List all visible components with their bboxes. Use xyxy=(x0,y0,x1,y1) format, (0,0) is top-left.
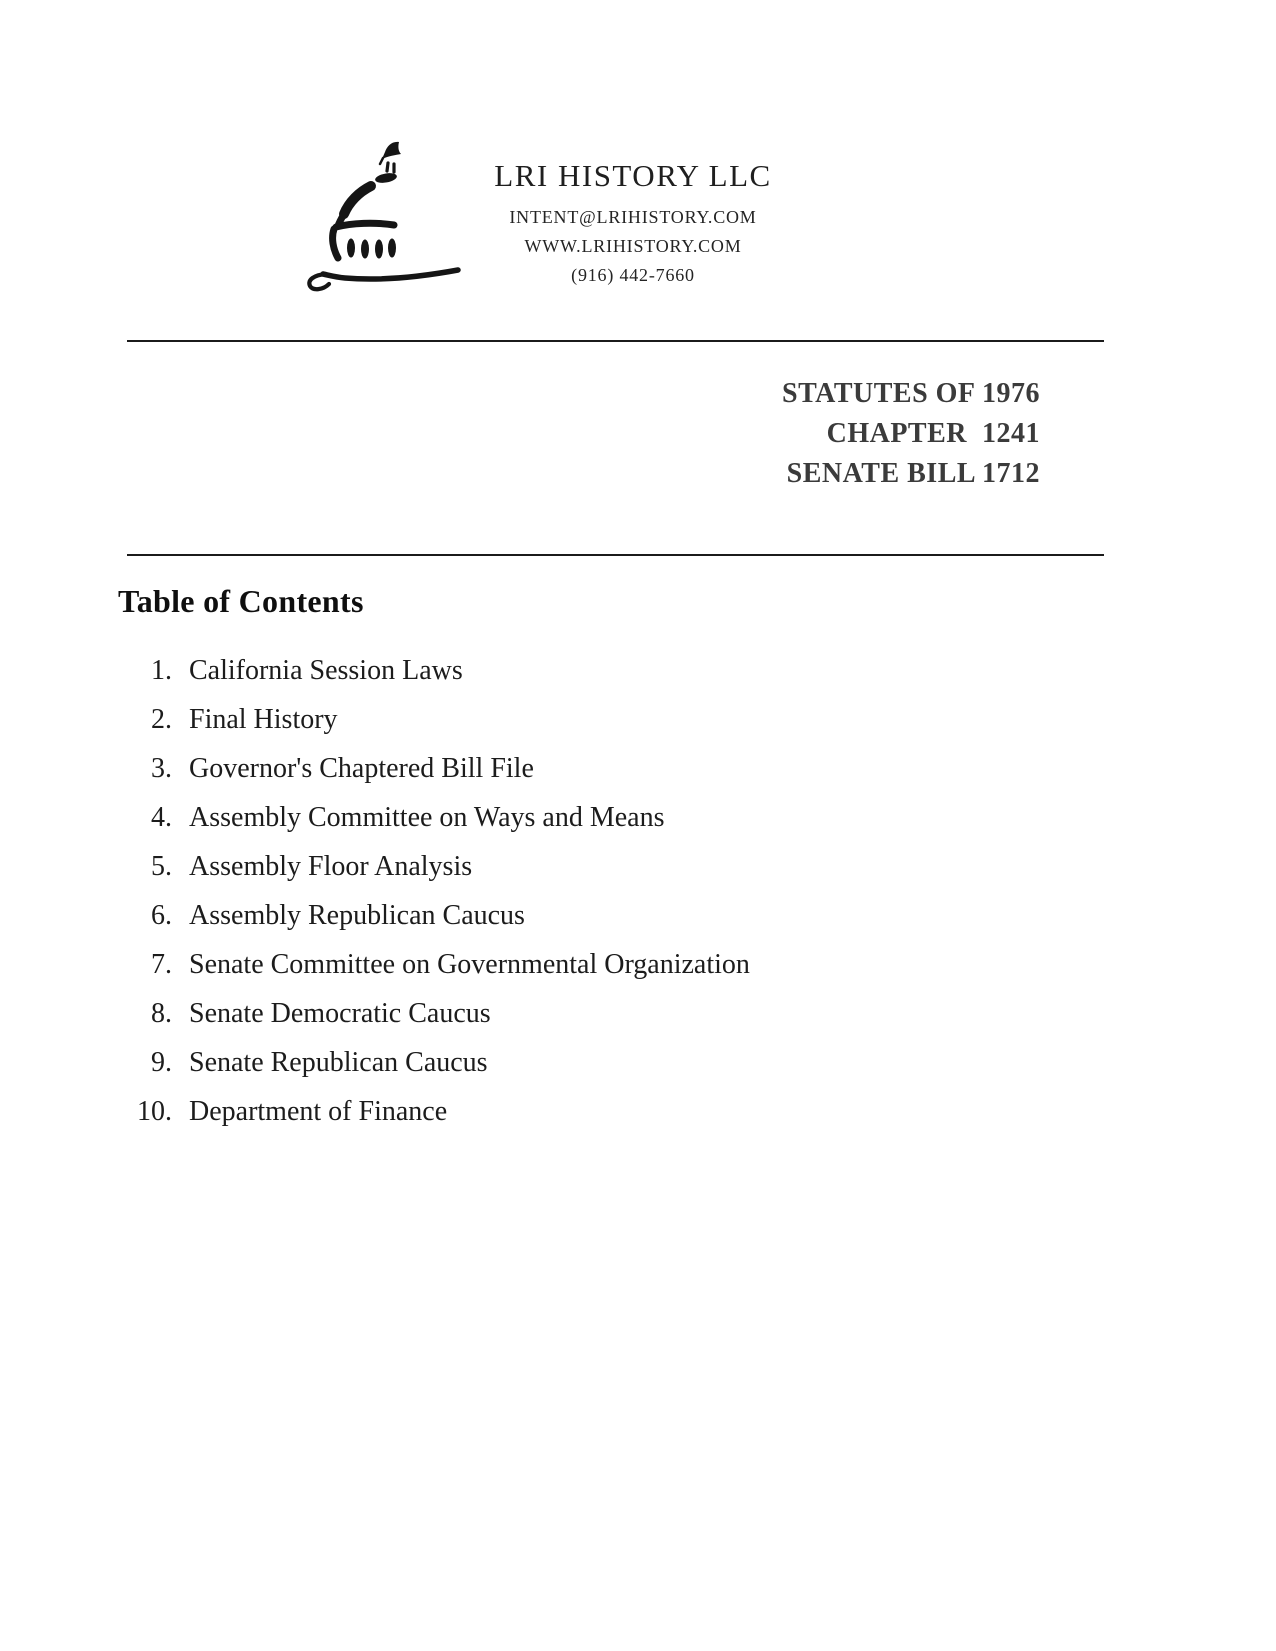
divider-bottom xyxy=(127,554,1104,556)
bill-reference-block xyxy=(782,374,1040,494)
toc-item-number: 1. xyxy=(151,655,172,686)
toc-item xyxy=(0,705,1000,735)
toc-item-number: 5. xyxy=(151,851,172,882)
toc-item-label: Senate Committee on Governmental Organization xyxy=(189,949,750,980)
toc-item xyxy=(0,950,1000,980)
toc-item-label: Department of Finance xyxy=(189,1096,448,1127)
toc-item xyxy=(0,754,1000,784)
company-name: LRI HISTORY LLC xyxy=(494,158,772,193)
toc-item-label: Senate Republican Caucus xyxy=(189,1047,488,1078)
website-text: WWW.LRIHISTORY.COM xyxy=(524,236,742,256)
toc-list xyxy=(0,656,1000,1146)
toc-item xyxy=(0,803,1000,833)
email-text: INTENT@LRIHISTORY.COM xyxy=(509,207,757,227)
divider-top xyxy=(127,340,1104,342)
letterhead xyxy=(450,157,816,290)
toc-heading: Table of Contents xyxy=(118,583,364,619)
toc-item-label: Final History xyxy=(189,704,338,735)
toc-item-number: 9. xyxy=(151,1047,172,1078)
statutes-line: STATUTES OF 1976 xyxy=(782,378,1040,409)
toc-item xyxy=(0,1097,1000,1127)
toc-item-label: Assembly Floor Analysis xyxy=(189,851,473,882)
capitol-dome-logo-icon xyxy=(290,125,470,295)
toc-item-label: Governor's Chaptered Bill File xyxy=(189,753,534,784)
toc-item xyxy=(0,901,1000,931)
toc-item-number: 10. xyxy=(137,1096,172,1127)
toc-item-label: Assembly Committee on Ways and Means xyxy=(189,802,665,833)
toc-item-number: 7. xyxy=(151,949,172,980)
toc-item-label: California Session Laws xyxy=(189,655,463,686)
toc-item xyxy=(0,1048,1000,1078)
toc-item-number: 8. xyxy=(151,998,172,1029)
toc-item-label: Senate Democratic Caucus xyxy=(189,998,491,1029)
chapter-line: CHAPTER 1241 xyxy=(826,418,1040,449)
toc-item xyxy=(0,656,1000,686)
toc-item-number: 4. xyxy=(151,802,172,833)
toc-item-label: Assembly Republican Caucus xyxy=(189,900,525,931)
toc-item xyxy=(0,999,1000,1029)
senate-bill-line: SENATE BILL 1712 xyxy=(786,458,1040,489)
toc-item-number: 3. xyxy=(151,753,172,784)
toc-item-number: 2. xyxy=(151,704,172,735)
toc-item-number: 6. xyxy=(151,900,172,931)
phone-text: (916) 442-7660 xyxy=(571,265,695,285)
toc-item xyxy=(0,852,1000,882)
